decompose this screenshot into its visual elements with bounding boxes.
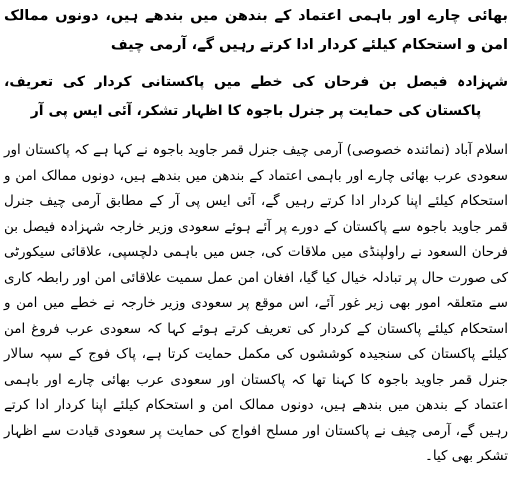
article-body: اسلام آباد (نمائندہ خصوصی) آرمی چیف جنرل قمر جاوید باجوہ نے کہا ہے کہ پاکستان اور سعودی عرب بھائی چارے اور باہمی اعتماد کے بندھن میں بندھے ہیں، دونوں ممالک امن و استحکام کیلئے اپنا کردار ادا کرتے رہیں گے، آئی ایس پی آر کے مطابق آرمی چیف جنرل قمر جاوید باجوہ سے پاکستان کے دورے پر آئے ہوئے سعودی وزیر خارجہ شہزادہ فیصل بن فرحان السعود نے راولپنڈی میں ملاقات کی، جس میں باہمی دلچسپی، علاقائی سیکورٹی کی صورت حال پر تبادلہ خیال کیا گیا، افغان امن عمل سمیت علاقائی امن اور رابطہ کاری سے متعلقہ امور بھی زیر غور آئے، اس موقع پر سعودی وزیر خارجہ نے خطے میں امن و استحکام کیلئے پاکستان کے کردار کی تعریف کرتے ہوئے کہا کہ سعودی عرب فروغ امن کیلئے پاکستان کی سنجیدہ کوششوں کی مکمل حمایت کرتا ہے، پاک فوج کے سپہ سالار جنرل قمر جاوید باجوہ کا کہنا تھا کہ پاکستان اور سعودی عرب بھائی چارے اور باہمی اعتماد کے بندھن میں بندھے ہیں، دونوں ممالک امن و استحکام کیلئے اپنا کردار ادا کرتے رہیں گے، آرمی چیف نے پاکستان اور مسلح افواج کی حمایت پر سعودی قیادت سے اظہار تشکر بھی کیا۔: [4, 142, 508, 464]
headline: بھائی چارے اور باہمی اعتماد کے بندھن میں بندھے ہیں، دونوں ممالک امن و استحکام کیلئے کردار ادا کرتے رہیں گے، آرمی چیف: [4, 8, 508, 53]
subheadline: شہزادہ فیصل بن فرحان کی خطے میں پاکستانی کردار کی تعریف، پاکستان کی حمایت پر جنرل باجوہ کا اظہار تشکر، آئی ایس پی آر: [4, 74, 508, 119]
